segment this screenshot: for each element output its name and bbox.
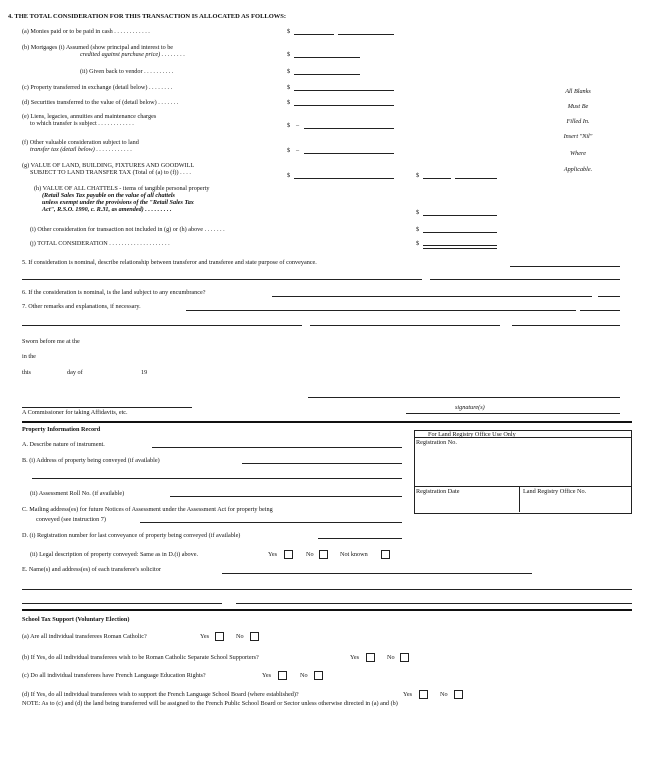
sworn-year: 19 (141, 369, 148, 376)
dollar-sign: $ (287, 28, 291, 35)
item-i-field[interactable] (423, 232, 497, 233)
section-5-text: 5. If consideration is nominal, describe relationship between transferor and transferee and state purpose of conveyance. (22, 259, 317, 266)
yes-label: Yes (268, 551, 278, 558)
registry-title: For Land Registry Office Use Only (428, 431, 516, 438)
item-h-field[interactable] (423, 215, 497, 216)
school-c-no-checkbox[interactable] (314, 671, 323, 680)
commissioner-label: A Commissioner for taking Affidavits, etc. (22, 409, 128, 416)
item-c-label: (c) Property transferred in exchange (detail below) . . . . . . . . (22, 84, 173, 91)
dollar-sign: $ (416, 240, 420, 247)
item-e-label: (e) Liens, legacies, annuities and maintenance charges (22, 113, 157, 120)
item-b1-field[interactable] (294, 57, 360, 58)
item-d-field[interactable] (294, 105, 394, 106)
no-label: No (387, 654, 395, 661)
prop-e-line-3[interactable] (22, 603, 222, 604)
side-note-5: Where (570, 150, 586, 157)
item-h-note-2: unless exempt under the provisions of the "Retail Sales Tax (42, 199, 194, 206)
yes-label: Yes (262, 672, 272, 679)
registry-office-label: Land Registry Office No. (523, 488, 587, 495)
section-7-line-2[interactable] (22, 325, 302, 326)
item-c-field[interactable] (294, 90, 394, 91)
item-b1-label: (b) Mortgages (i) Assumed (show principal and interest to be (22, 44, 174, 51)
prop-b-ii-field[interactable] (170, 496, 402, 497)
section-6-text: 6. If the consideration is nominal, is the land subject to any encumbrance? (22, 289, 206, 296)
dollar-sign: $ (416, 172, 420, 179)
school-c-yes-checkbox[interactable] (278, 671, 287, 680)
prop-b-ii-label: (ii) Assessment Roll No. (if available) (30, 490, 125, 497)
dollar-sign: $ (287, 84, 291, 91)
sworn-line-2: in the (22, 353, 36, 360)
item-b2-label: (ii) Given back to vendor . . . . . . . . . . (80, 68, 174, 75)
item-b2-field[interactable] (294, 74, 360, 75)
section-7-field-2[interactable] (580, 310, 620, 311)
prop-c-field[interactable] (140, 522, 402, 523)
sworn-day-of: day of (67, 369, 83, 376)
item-e-label-cont: to which transfer is subject . . . . . . . . . . . . (30, 120, 134, 127)
item-b1-label-cont: credited against purchase price) . . . . . . . . (80, 51, 185, 58)
no-label: No (300, 672, 308, 679)
section-divider-2 (22, 609, 632, 611)
prop-a-label: A. Describe nature of instrument. (22, 441, 105, 448)
signature-label: signature(s) (455, 404, 485, 411)
commissioner-line[interactable] (22, 407, 192, 408)
school-b-label: (b) If Yes, do all individual transferees wish to be Roman Catholic Separate School Supporters? (22, 654, 259, 661)
item-j-label: (j) TOTAL CONSIDERATION . . . . . . . . . . . . . . . . . . . . (30, 240, 170, 247)
registry-date-label: Registration Date (416, 488, 460, 495)
signature-line-2[interactable] (406, 413, 620, 414)
registry-number-label: Registration No. (416, 439, 457, 446)
not-known-label: Not known (340, 551, 368, 558)
total-consideration-field[interactable] (423, 245, 497, 249)
dollar-sign: $ (287, 68, 291, 75)
school-a-no-checkbox[interactable] (250, 632, 259, 641)
prop-d-i-label: D. (i) Registration number for last conveyance of property being conveyed (if available) (22, 532, 241, 539)
section-6-field-2[interactable] (598, 296, 620, 297)
side-note-4: Insert "Nil" (563, 133, 593, 140)
school-a-label: (a) Are all individual transferees Roman Catholic? (22, 633, 147, 640)
school-note: NOTE: As to (c) and (d) the land being transferred will be assigned to the French Public School Board or Sector unless otherwise directed in (a) and (b) (22, 700, 398, 707)
dollar-sign: $ (416, 226, 420, 233)
prop-c-label: C. Mailing address(es) for future Notices of Assessment under the Assessment Act for property being (22, 506, 273, 513)
property-heading: Property Information Record (22, 426, 101, 433)
school-d-label: (d) If Yes, do all individual transferees wish to support the French Language School Board (where established)? (22, 691, 299, 698)
item-i-label: (i) Other consideration for transaction not included in (g) or (h) above . . . . . . . (30, 226, 225, 233)
side-note-3: Filled In. (566, 118, 590, 125)
sworn-this: this (22, 369, 31, 376)
section-5-line-2b[interactable] (430, 279, 620, 280)
prop-e-label: E. Name(s) and address(es) of each transferee's solicitor (22, 566, 161, 573)
section-divider (22, 421, 632, 423)
item-g-field[interactable] (294, 178, 394, 179)
item-f-label-cont: transfer tax (detail below) . . . . . . . . . . . . (30, 146, 132, 153)
signature-line-1[interactable] (308, 397, 620, 398)
item-g-label-cont: SUBJECT TO LAND TRANSFER TAX (Total of (a) to (f)) . . . . (30, 169, 191, 176)
yes-label: Yes (350, 654, 360, 661)
school-d-no-checkbox[interactable] (454, 690, 463, 699)
prop-d-ii-label: (ii) Legal description of property conveyed: Same as in D.(i) above. (30, 551, 199, 558)
item-a-label: (a) Monies paid or to be paid in cash . . . . . . . . . . . . (22, 28, 150, 35)
item-a-field-2[interactable] (338, 34, 394, 35)
yes-label: Yes (200, 633, 210, 640)
school-a-yes-checkbox[interactable] (215, 632, 224, 641)
prop-a-field[interactable] (152, 447, 402, 448)
d-ii-yes-checkbox[interactable] (284, 550, 293, 559)
dash: – (296, 122, 300, 129)
side-note-6: Applicable. (563, 166, 593, 173)
dollar-sign: $ (416, 209, 420, 216)
item-h-note-1: (Retail Sales Tax payable on the value of all chattels (42, 192, 175, 199)
dash: – (296, 147, 300, 154)
yes-label: Yes (403, 691, 413, 698)
school-d-yes-checkbox[interactable] (419, 690, 428, 699)
registry-vertical-divider (519, 486, 520, 512)
section-6-field[interactable] (272, 296, 592, 297)
section-7-line-2b[interactable] (310, 325, 500, 326)
section-7-line-2c[interactable] (512, 325, 620, 326)
section-5-field[interactable] (510, 266, 620, 267)
section-5-line-2[interactable] (22, 279, 422, 280)
section-4-heading: 4. THE TOTAL CONSIDERATION FOR THIS TRANSACTION IS ALLOCATED AS FOLLOWS: (8, 13, 287, 20)
item-f-field[interactable] (304, 153, 394, 154)
item-g-total-field[interactable] (423, 178, 451, 179)
item-h-note-3: Act", R.S.O. 1990, c. R.31, as amended) . . . . . . . . . (42, 206, 172, 213)
school-heading: School Tax Support (Voluntary Election) (22, 616, 130, 623)
school-b-no-checkbox[interactable] (400, 653, 409, 662)
d-ii-no-checkbox[interactable] (319, 550, 328, 559)
item-h-label: (h) VALUE OF ALL CHATTELS - items of tangible personal property (34, 185, 210, 192)
item-a-field[interactable] (294, 34, 334, 35)
no-label: No (236, 633, 244, 640)
prop-b-i-field[interactable] (242, 463, 402, 464)
section-7-field[interactable] (186, 310, 576, 311)
no-label: No (306, 551, 314, 558)
registry-divider-2 (414, 486, 632, 487)
side-note-2: Must Be (567, 103, 589, 110)
section-7-text: 7. Other remarks and explanations, if necessary. (22, 303, 141, 310)
item-f-label: (f) Other valuable consideration subject to land (22, 139, 139, 146)
school-b-yes-checkbox[interactable] (366, 653, 375, 662)
prop-e-field[interactable] (222, 573, 532, 574)
dollar-sign: $ (287, 51, 291, 58)
item-e-field[interactable] (304, 128, 394, 129)
item-g-total-field-2[interactable] (455, 178, 497, 179)
item-g-label: (g) VALUE OF LAND, BUILDING, FIXTURES AND GOODWILL (22, 162, 195, 169)
item-d-label: (d) Securities transferred to the value of (detail below) . . . . . . . (22, 99, 179, 106)
prop-c-label-cont: conveyed (see instruction 7) (36, 516, 106, 523)
sworn-line-1: Sworn before me at the (22, 338, 80, 345)
dollar-sign: $ (287, 99, 291, 106)
prop-d-i-field[interactable] (318, 538, 402, 539)
dollar-sign: $ (287, 172, 291, 179)
prop-e-line-3b[interactable] (236, 603, 632, 604)
dollar-sign: $ (287, 147, 291, 154)
prop-b-i-label: B. (i) Address of property being conveyed (if available) (22, 457, 160, 464)
prop-e-line-2[interactable] (22, 589, 632, 590)
d-ii-not-known-checkbox[interactable] (381, 550, 390, 559)
side-note-1: All Blanks (565, 88, 591, 95)
dollar-sign: $ (287, 122, 291, 129)
prop-b-i-field-2[interactable] (32, 478, 402, 479)
school-c-label: (c) Do all individual transferees have French Language Education Rights? (22, 672, 206, 679)
no-label: No (440, 691, 448, 698)
